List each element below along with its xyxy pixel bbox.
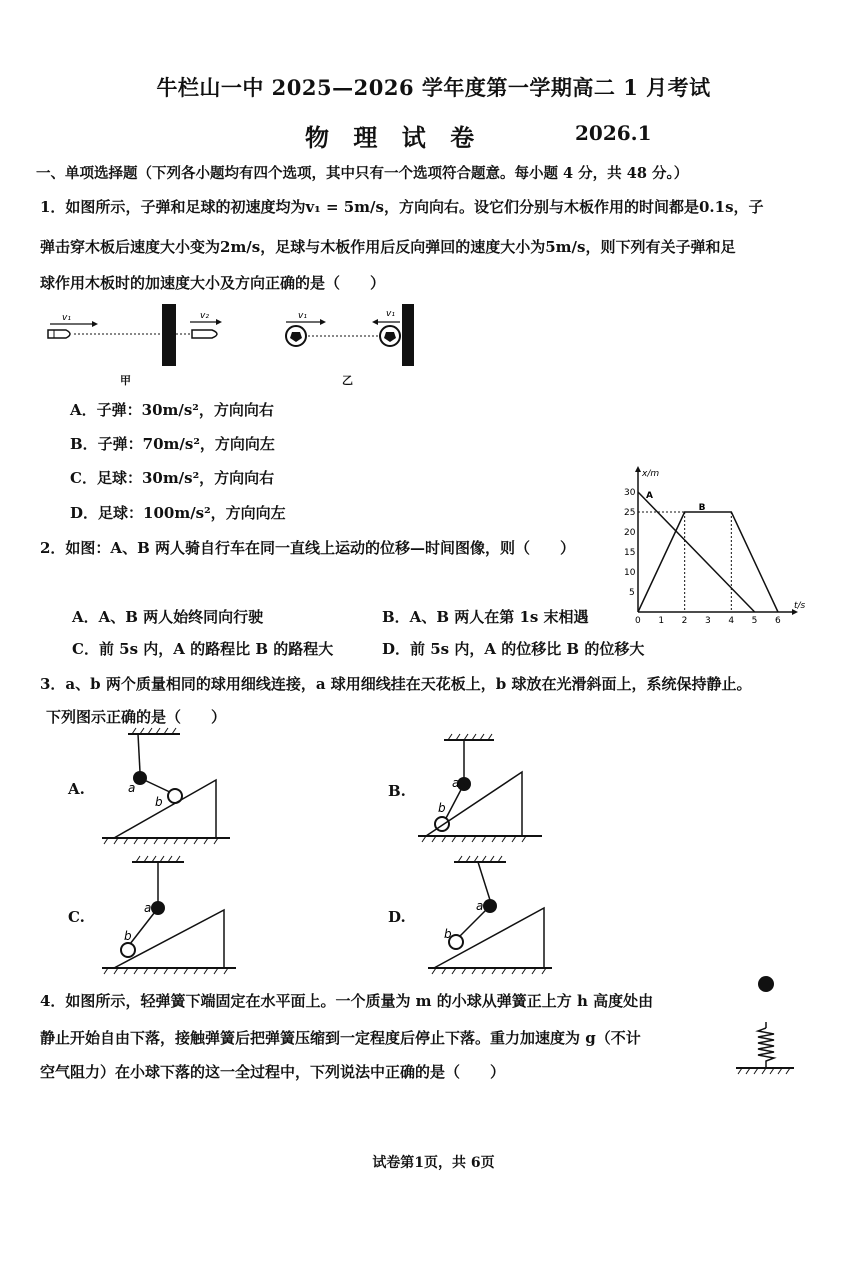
y-tick-label: 25 bbox=[624, 508, 636, 518]
y-tick-label: 20 bbox=[624, 528, 636, 538]
q3-label-c: C. bbox=[68, 908, 85, 926]
fig-label-left: 甲 bbox=[120, 374, 131, 387]
ball-b-label: b bbox=[444, 927, 452, 941]
q3-line2: 下列图示正确的是（ ） bbox=[46, 708, 227, 726]
exam-date: 2026.1 bbox=[575, 121, 652, 145]
q3-figure-b bbox=[418, 732, 558, 854]
series-line-a bbox=[638, 492, 755, 612]
football-icon bbox=[286, 326, 306, 346]
ball-b-label: b bbox=[155, 795, 163, 809]
q1-option-c: C．足球：30m/s²，方向向右 bbox=[70, 469, 275, 487]
spring-figure bbox=[730, 970, 800, 1080]
y-tick-label: 10 bbox=[624, 568, 636, 578]
y-tick-label: 30 bbox=[624, 488, 636, 498]
bullet-icon bbox=[192, 330, 217, 338]
q3-line1: 3．a、b 两个质量相同的球用细线连接，a 球用细线挂在天花板上，b 球放在光滑斜面上，系统保持静止。 bbox=[40, 675, 752, 693]
q2-option-c: C．前 5s 内，A 的路程比 B 的路程大 bbox=[72, 640, 334, 658]
q1-figure bbox=[40, 296, 440, 386]
page-footer: 试卷第1页，共 6页 bbox=[372, 1155, 495, 1171]
x-tick-label: 3 bbox=[705, 616, 711, 626]
bullet-icon bbox=[48, 330, 70, 338]
spring-icon bbox=[758, 1028, 774, 1068]
q4-line1: 4．如图所示，轻弹簧下端固定在水平面上。一个质量为 m 的小球从弹簧正上方 h 高度处由 bbox=[40, 992, 654, 1010]
x-tick-label: 6 bbox=[775, 616, 781, 626]
y-axis-label: x/m bbox=[642, 469, 660, 479]
v1-label: v₁ bbox=[62, 313, 71, 323]
ball-a-label: a bbox=[452, 776, 460, 790]
v1-label-rebound: v₁ bbox=[386, 309, 395, 319]
q3-label-d: D. bbox=[388, 908, 406, 926]
series-label-b: B bbox=[698, 503, 706, 513]
x-tick-label: 4 bbox=[728, 616, 735, 626]
q2-stem: 2．如图：A、B 两人骑自行车在同一直线上运动的位移—时间图像，则（ ） bbox=[40, 539, 575, 557]
football-icon bbox=[380, 326, 400, 346]
q1-option-a: A．子弹：30m/s²，方向向右 bbox=[70, 401, 274, 419]
q1-line3: 球作用木板时的加速度大小及方向正确的是（ ） bbox=[40, 274, 386, 292]
x-tick-label: 2 bbox=[681, 616, 688, 626]
q2-option-a: A．A、B 两人始终同向行驶 bbox=[72, 608, 264, 626]
wooden-board bbox=[402, 304, 414, 366]
q3-figure-d bbox=[428, 852, 558, 978]
y-tick-label: 15 bbox=[624, 548, 636, 558]
q1-option-b: B．子弹：70m/s²，方向向左 bbox=[70, 435, 275, 453]
x-t-chart bbox=[608, 466, 806, 634]
x-tick-label: 1 bbox=[658, 616, 665, 626]
x-tick-label: 5 bbox=[751, 616, 758, 626]
q2-option-d: D．前 5s 内，A 的位移比 B 的位移大 bbox=[382, 640, 645, 658]
ball-a-label: a bbox=[144, 901, 152, 915]
series-label-a: A bbox=[646, 491, 653, 501]
ball-b-label: b bbox=[438, 801, 446, 815]
ball-icon bbox=[758, 976, 774, 992]
ball-a-label: a bbox=[476, 899, 484, 913]
ball-b bbox=[121, 943, 135, 957]
subject-title: 物 理 试 卷 bbox=[305, 123, 483, 152]
q4-line2: 静止开始自由下落，接触弹簧后把弹簧压缩到一定程度后停止下落。重力加速度为 g（不计 bbox=[40, 1029, 641, 1047]
v2-label: v₂ bbox=[200, 311, 209, 321]
q1-line1: 1．如图所示，子弹和足球的初速度均为v₁ = 5m/s，方向向右。设它们分别与木板作用的时间都是0.1s，子 bbox=[40, 198, 764, 216]
q3-figure-c bbox=[100, 852, 240, 978]
x-tick-label: 0 bbox=[635, 616, 641, 626]
ball-a-label: a bbox=[128, 781, 136, 795]
q1-option-d: D．足球：100m/s²，方向向左 bbox=[70, 504, 286, 522]
section-heading: 一、单项选择题（下列各小题均有四个选项，其中只有一个选项符合题意。每小题 4 分，共 48 分。） bbox=[36, 165, 689, 182]
series-line-b bbox=[638, 512, 778, 612]
fig-label-right: 乙 bbox=[342, 374, 353, 387]
v1-label-ball: v₁ bbox=[298, 311, 307, 321]
q2-option-b: B．A、B 两人在第 1s 末相遇 bbox=[382, 608, 589, 626]
y-axis-arrow bbox=[635, 466, 641, 472]
q4-line3: 空气阻力）在小球下落的这一全过程中，下列说法中正确的是（ ） bbox=[40, 1063, 506, 1081]
q1-line2: 弹击穿木板后速度大小变为2m/s，足球与木板作用后反向弹回的速度大小为5m/s，则下列有关子弹和足 bbox=[40, 238, 736, 256]
q3-label-b: B. bbox=[388, 782, 406, 800]
y-tick-label: 5 bbox=[629, 588, 635, 598]
q3-label-a: A. bbox=[68, 780, 85, 798]
x-axis-label: t/s bbox=[794, 601, 806, 611]
q3-figure-a bbox=[98, 726, 238, 848]
exam-title: 牛栏山一中 2025—2026 学年度第一学期高二 1 月考试 bbox=[156, 75, 711, 100]
ball-b-label: b bbox=[124, 929, 132, 943]
wooden-board bbox=[162, 304, 176, 366]
